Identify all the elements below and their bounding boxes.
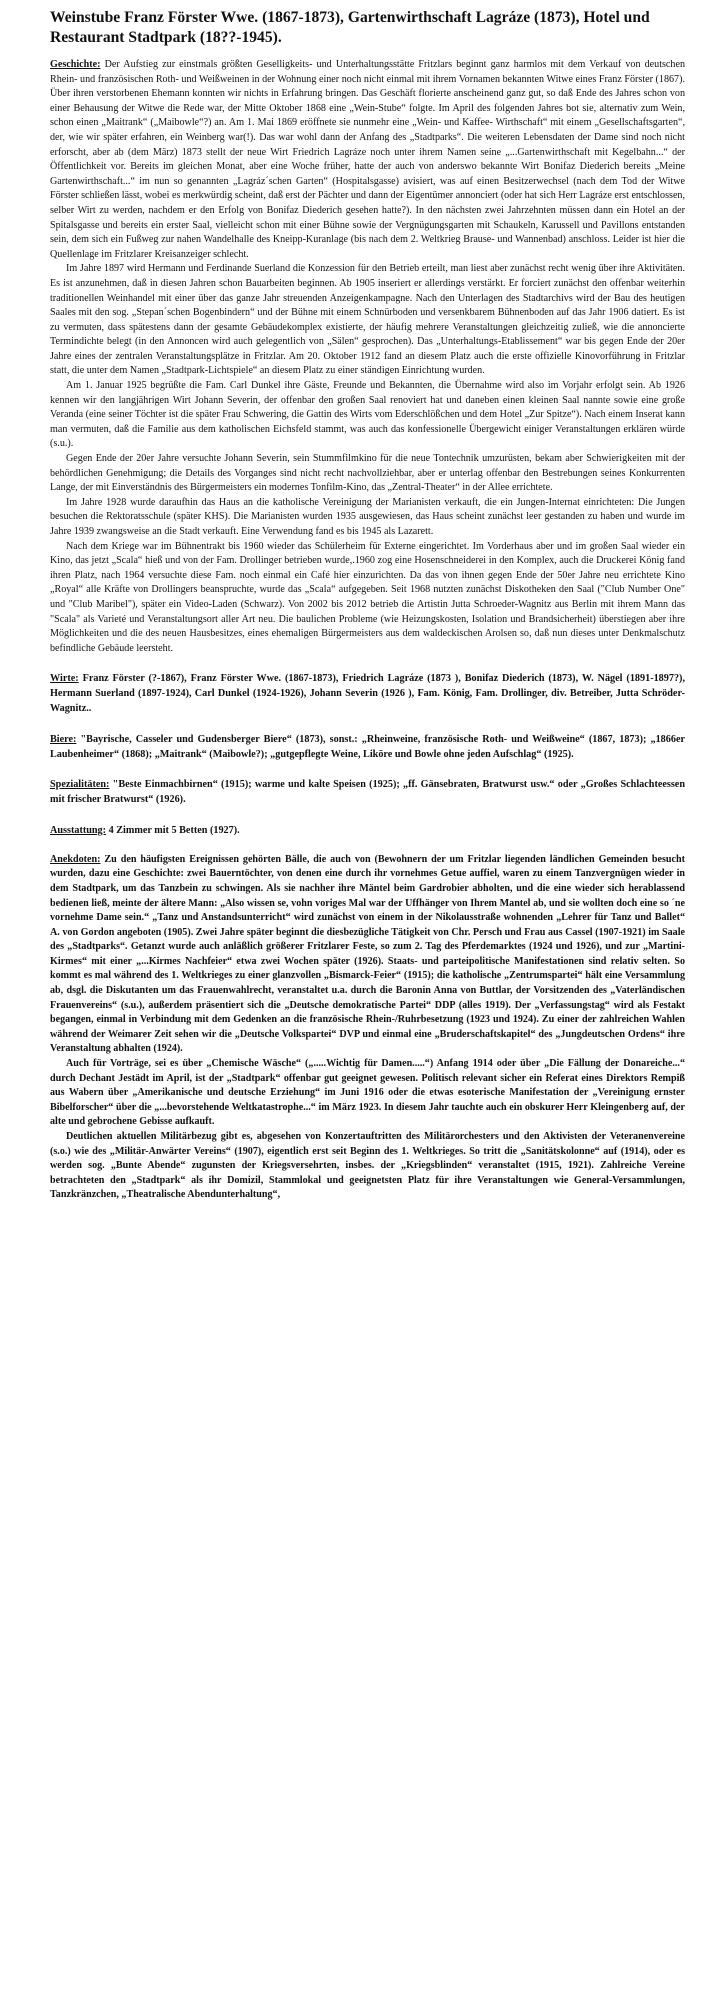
anekdoten-paragraph-3: Deutlichen aktuellen Militärbezug gibt es, abgesehen von Konzertauftritten des Militärorchesters und den Aktivisten der Veteranenvereine (s.o.) wie des „Militär-Anwärter Vereins“ (1907), eigentlich erst seit Beginn des 1. Weltkrieges. So tritt die „Sanitätskolonne“ auf (1914), oder es werden sog. „Bunte Abende“ zugunsten der Kriegsversehrten, insbes. der „Kriegsblinden“ veranstaltet (1915, 1921). Zahlreiche Vereine betrachteten den „Stadtpark“ als ihr Domizil, Stammlokal und geeignetsten Platz für ihre Veranstaltungen wie General-Versammlungen, Tanzkränzchen, „Theatralische Abendunterhaltung“, [50, 1131, 685, 1201]
anekdoten-text-1: Zu den häufigsten Ereignissen gehörten Bälle, die auch von (Bewohnern der um Fritzlar liegenden ländlichen Gemeinden besucht wurden, dazu eine Geschichte: zwei Bauerntöchter, von denen eine durch ihr vornehmes Getue auffiel, waren zu einem Tanzvergnügen wieder in dem Stadtpark, um das Tanzbein zu schwingen. Als sie nachher ihre Mäntel beim Gardrobier abholten, und die eine wieder sich herablassend bedienen ließ, meinte der ältere Mann: „Also wissen se, vohn voriges Mal war der Uffhänger von Ihrem Mantel ab, und sie wollten doch eine so ´ne vornehme Dame sein.“ „Tanz und Anstandsunterricht“ wird zunächst von einem in der Nikolausstraße wohnenden „Lehrer für Tanz und Ballet“ A. von Gordon angeboten (1905). Zwei Jahre später beginnt die diesbezügliche Tätigkeit von Chr. Persch und Frau aus Cassel (1907-1921) im Saale des „Stadtparks“. Getanzt wurde auch anläßlich größerer Fritzlarer Feste, so zum 2. Tag des Pferdemarktes (1924 und 1926), und zur „Martini-Kirmes“ mit einer „...Kirmes Nachfeier“ etwa zwei Wochen später (1926). Staats- und parteipolitische Manifestationen sind relativ selten. So kommt es mal während des 1. Weltkrieges zu einer glanzvollen „Bismarck-Feier“ (1915); die katholische „Zentrumspartei“ hält eine Versammlung ab, dsgl. die Diskutanten um das Frauenwahlrecht, veranstaltet u.a. durch die Baronin Anna von Buttlar, der Vorsitzenden des „Vaterländischen Frauenvereins“ (s.u.), außerdem präsentiert sich die „Deutsche demokratische Partei“ DDP (alles 1919). Der „Verfassungstag“ wird als Festakt begangen, einmal in Verbindung mit dem Gedenken an die französische Rhein-/Ruhrbesetzung (1923 und 1924). Zu einer der zahlreichen Wahlen während der Weimarer Zeit sehen wir die „Deutsche Volkspartei“ DVP und einmal eine „Bruderschaftskapitel“ des „Jungdeutschen Ordens“ ihre Veranstaltung abhalten (1924). [50, 853, 685, 1055]
spezialitaeten-text: "Beste Einmachbirnen“ (1915); warme und kalte Speisen (1925); „ff. Gänsebraten, Bratwurst usw.“ oder „Großes Schlachteessen mit frischer Bratwurst“ (1926). [50, 779, 685, 806]
section-anekdoten [50, 853, 685, 1203]
ausstattung-text: 4 Zimmer mit 5 Betten (1927). [106, 824, 240, 836]
anekdoten-paragraph-2: Auch für Vorträge, sei es über „Chemische Wäsche“ („.....Wichtig für Damen.....“) Anfang 1914 oder über „Die Fällung der Donareiche...“ durch Dechant Jestädt im April, ist der „Stadtpark“ offenbar gut geeignet gewesen. Politisch relevant sicher ein Referat eines Direktors Rempiß aus Wabern über „Amerikanische und deutsche Erziehung“ im Juni 1916 oder die etwas esoterische Manifestation der „Vereinigung ernster Bibelforscher“ über die „...bevorstehende Weltkatastrophe...“ im März 1923. In diesem Jahr tauchte auch ein obskurer Herr Kleingenberg auf, der alte und gebrochene Gebisse aufkauft. [50, 1058, 685, 1128]
spezialitaeten-label: Spezialitäten: [50, 779, 110, 791]
geschichte-paragraph-6: Nach dem Kriege war im Bühnentrakt bis 1960 wieder das Schülerheim für Externe eingerichtet. Im Vorderhaus aber und im großen Saal wieder ein Kino, das jetzt „Scala“ hieß und von der Fam. Drollinger betrieben wurde,.1960 zog eine Hosenschneiderei in den Komplex, auch die Druckerei König fand ihren Platz, nach 1964 versuchte diese Fam. noch einmal ein Café hier einzurichten. Da das von ihnen gegen Ende der 50er Jahre neu errichtete Kino „Royal“ alle Kräfte von Drollingers beanspruchte, wurde das „Scala“ aufgegeben. Seit 1968 nutzten zunächst Diskotheken den Saal ("Club Number One" und "Club Maribel"), später ein Video-Laden (Schwarz). Von 2002 bis 2012 betrieb die Artistin Jutta Schroeder-Wagnitz aus Berlin mit ihrem Mann das "Scala" als Varieté und Veranstaltungsort aller Art neu. Die baulichen Probleme (wie Heizungskosten, Isolation und Brandsicherheit) überstiegen aber ihre Möglichkeiten und die des neuen Hausbesitzes, eines ehemaligen Bürgermeisters aus dem waldeckischen Arolsen so, daß nun dieses unter Denkmalschutz befindliche Gebäude leersteht. [50, 540, 685, 654]
geschichte-paragraph-4: Gegen Ende der 20er Jahre versuchte Johann Severin, sein Stummfilmkino für die neue Tontechnik umzurüsten, bekam aber Schwierigkeiten mit der behördlichen Genehmigung; die Details des Vorganges sind nicht recht nachvollziehbar, aber er unterlag offenbar den Bestrebungen seines Konkurrenten Lange, der mit Einverständnis des Bürgermeisters ein modernes Tonfilm-Kino, das „Zentral-Theater“ in der Allee errichtete. [50, 453, 685, 494]
geschichte-paragraph-5: Im Jahre 1928 wurde daraufhin das Haus an die katholische Vereinigung der Marianisten verkauft, die ein Jungen-Internat einrichteten: Die Jungen besuchen die Rektoratsschule (später KHS). Die Marianisten wurden 1935 ausgewiesen, das Haus scheint zunächst leer gestanden zu haben und wurde im Jahre 1939 zwangsweise an die Stadt verkauft. Eine Verwendung fand es bis 1945 als Lazarett. [50, 496, 685, 537]
wirte-label: Wirte: [50, 673, 79, 685]
document-title: Weinstube Franz Förster Wwe. (1867-1873), Gartenwirthschaft Lagráze (1873), Hotel und Restaurant Stadtpark (18??-1945). [50, 9, 650, 46]
geschichte-label: Geschichte: [50, 59, 101, 70]
geschichte-paragraph-2: Im Jahre 1897 wird Hermann und Ferdinande Suerland die Konzession für den Betrieb erteilt, man liest aber zunächst recht wenig über ihre Aktivitäten. Es ist anzunehmen, daß in diesen Jahren schon Bauarbeiten beginnen. Ab 1905 inseriert er allerdings verstärkt. Er forciert zunächst den offenbar weiterhin traditionellen Weinhandel mit einer über das ganze Jahr streuenden Anzeigenkampagne. Nach den Unterlagen des Stadtarchivs wird der Bau des heutigen Saales mit den sog. „Stepan´schen Bogenbindern“ und der Bühne mit einem Schnürboden und versenkbarem Bühnenboden auf das Jahr 1906 datiert. Es ist zu vermuten, dass spätestens dann der gesamte Gebäudekomplex existierte, der häufig mehrere Veranstaltungen gleichzeitig zuließ, wie die annoncierte Termindichte belegt (in den Annoncen wird auch gelegentlich von „Sälen“ gesprochen). Das „Unterhaltungs-Etablissement“ war bis gegen Ende der 20er Jahre eines der zentralen Veranstaltungsplätze in Fritzlar. Am 20. Oktober 1912 fand an diesem Platz auch die erste offizielle Kinovorführung in Fritzlar statt, die unter dem Namen „Stadtpark-Lichtspiele“ an diesem Platz zu einer ständigen Einrichtung wurden. [50, 263, 685, 377]
ausstattung-label: Ausstattung: [50, 824, 107, 836]
anekdoten-label: Anekdoten: [50, 853, 101, 865]
geschichte-text-1: Der Aufstieg zur einstmals größten Geselligkeits- und Unterhaltungsstätte Fritzlars beginnt ganz harmlos mit dem Verkauf von deutschen Rhein- und französischen Roth- und Weißweinen in der Wohnung einer noch nicht einmal mit ihrem Vornamen bekannten Witwe eines Franz Förster (1867). Über ihren verstorbenen Ehemann konnten wir nichts in Erfahrung bringen. Das Geschäft florierte anscheinend ganz gut, so daß Ende des Jahres schon von einer Behausung der Witwe die Rede war, der Mitte Oktober 1868 eine „Wein-Stube“ folgte. Im April des folgenden Jahres bot sie, alternativ zum Wein, schon einen „Maitrank“ („Maibowle“?) an. Am 1. Mai 1869 eröffnete sie nunmehr eine „Wein- und Kaffee- Wirthschaft“ mit einem „Gesellschaftsgarten“, der, wie wir später erfahren, ein Weinberg war(!). Das war wohl dann der Anfang des „Stadtparks“. Die weiteren Lebensdaten der Dame sind noch nicht erforscht, aber ab (dem März) 1873 stellt der neue Wirt Friedrich Lagráze noch unter ihrem Namen seine „...Gartenwirthschaft mit Kegelbahn...“ der Öffentlichkeit vor. Bereits im gleichen Monat, aber eine Woche früher, hatte der auch von anderswo bekannte Wirt Bonifaz Diederich bereits „Meine Gartenwirthschaft...“ im nun so genannten „Lagráz´schen Garten“ (Hospitalsgasse) avisiert, was auf einen Besitzerwechsel (nach dem Tod der Witwe Förster schließen lässt, wobei es merkwürdig scheint, daß erst der Pächter und dann der Eigentümer annonciert (oder hat sich Herr Lagráze erst entschlossen, selber Wirt zu werden, nachdem er den Erfolg von Bonifaz Diederich gesehen hatte?). In den nächsten zwei Jahrzehnten müssen dann ein Hotel an der Spitalsgasse und bereits ein erster Saal, vielleicht schon mit einer Bühne sowie der Vergnügungsgarten mit Schaukeln, Karussell und Pavillons entstanden sein, dem sich ein Fußweg zur nahen Wandelhalle des Kneipp-Kuranlage (bis nach dem 2. Weltkrieg Brause- und Wannenbad) anschloss. Leider ist hier die Quellenlage im Fritzlarer Kreisanzeiger schlecht. [50, 59, 685, 260]
ausstattung-paragraph [50, 824, 685, 839]
anekdoten-paragraph-1 [50, 853, 685, 1057]
biere-paragraph [50, 733, 685, 763]
section-geschichte [50, 58, 685, 656]
wirte-paragraph [50, 672, 685, 716]
document-page [50, 8, 685, 1993]
geschichte-paragraph-3: Am 1. Januar 1925 begrüßte die Fam. Carl Dunkel ihre Gäste, Freunde und Bekannten, die Übernahme wird also im Vorjahr erfolgt sein. Ab 1926 kennen wir den langjährigen Wirt Johann Severin, der offenbar den großen Saal renoviert hat und daneben einen kleinen Saal nannte sowie eine große Veranda (eine seiner Töchter ist die später Frau Schwering, die Gattin des Wirts vom Ederschlößchen und dem Hotel „Zur Spitze“). Nach einem Inserat kann man vermuten, daß die Familie aus dem katholischen Eichsfeld stammt, was auch das konfessionelle Übergewicht einiger Veranstaltungen erklären würde (s.u.). [50, 380, 685, 450]
spezialitaeten-paragraph [50, 778, 685, 808]
biere-label: Biere: [50, 733, 77, 745]
biere-text: "Bayrische, Casseler und Gudensberger Biere“ (1873), sonst.: „Rheinweine, französische Roth- und Weißweine“ (1867, 1873); „1866er Laubenheimer“ (1868); „Maitrank“ (Maibowle?); „gutgepflegte Weine, Likōre und Bowle ohne jeden Aufschlag“ (1925). [50, 733, 685, 760]
geschichte-paragraph-1 [50, 58, 685, 262]
wirte-text: Franz Förster (?-1867), Franz Förster Wwe. (1867-1873), Friedrich Lagráze (1873 ), Bonifaz Diederich (1873), W. Nägel (1891-1897?), Hermann Suerland (1897-1924), Carl Dunkel (1924-1926), Johann Severin (1926 ), Fam. König, Fam. Drollinger, div. Betreiber, Jutta Schröder-Wagnitz.. [50, 673, 685, 714]
